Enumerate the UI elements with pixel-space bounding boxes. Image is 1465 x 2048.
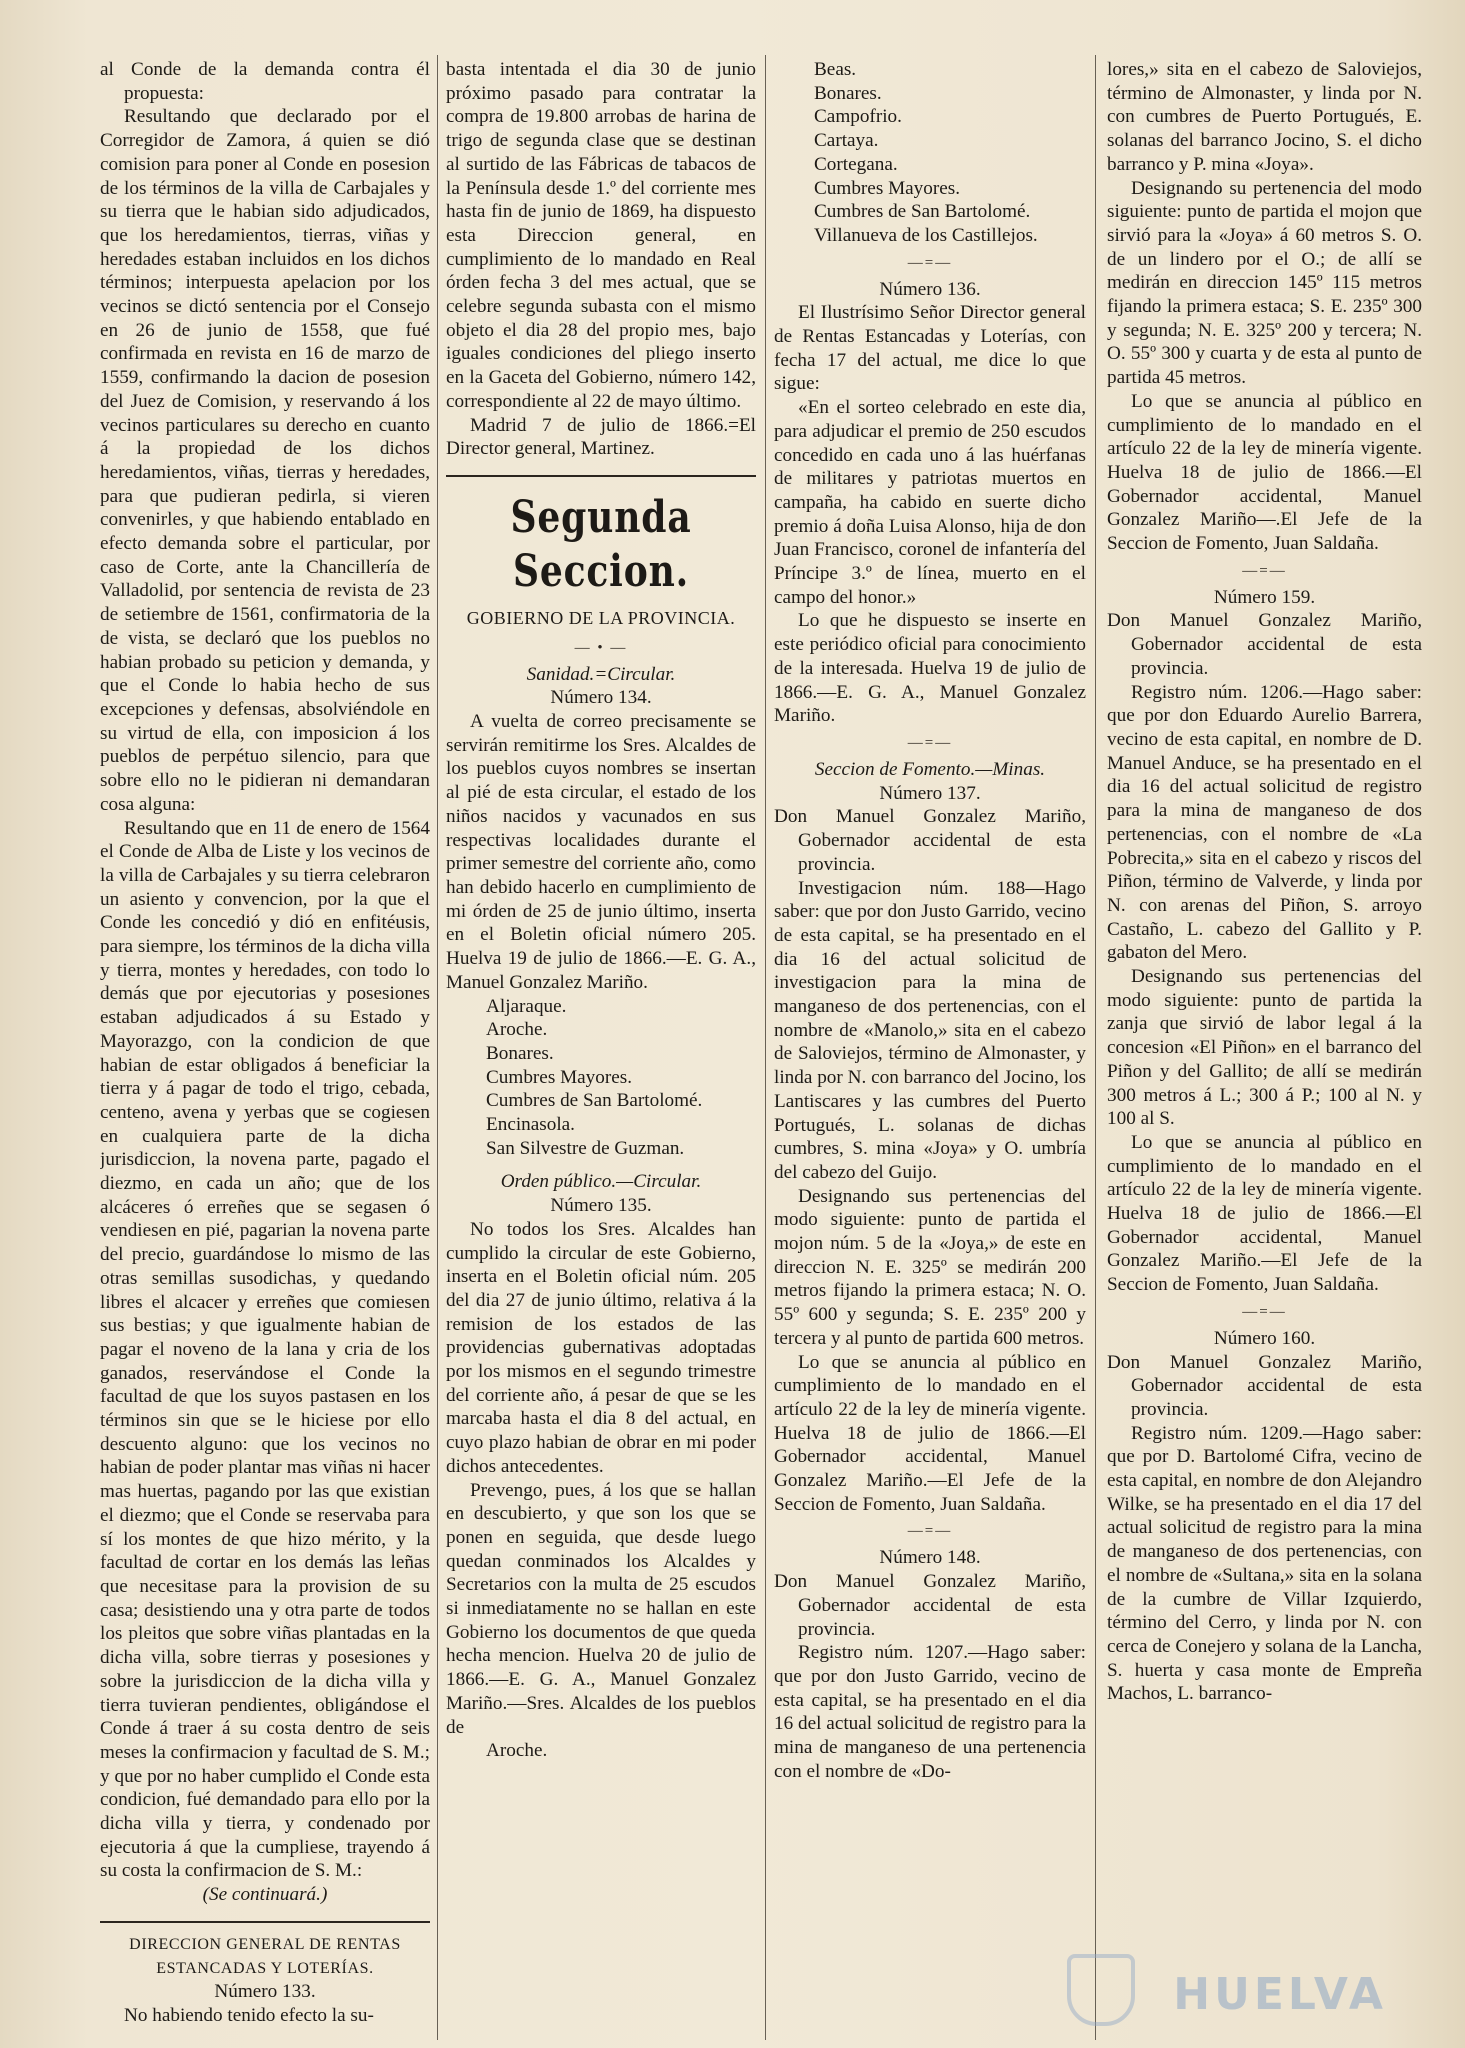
paragraph: Designando sus pertenencias del modo siguiente: punto de partida el mojon núm. 5 de la «Joya,» de este en direccion N. E. 325º se medirán 200 metros fijando la primera estaca; N. O. 55º 600 y segunda; S. E. 235º 200 y tercera y al punto de partida 600 metros. [774, 1185, 1086, 1349]
list-item: Aroche. [486, 1019, 548, 1041]
paragraph: Registro núm. 1206.—Hago saber: que por don Eduardo Aurelio Barrera, vecino de esta capital, en nombre de D. Manuel Anduce, se ha presentado en el dia 16 del actual solicitud de registro para la mina de manganeso de dos pertenencias, con el nombre de «La Pobrecita,» sita en el cabezo y riscos del Piñon, término de Valverde, y linda por N. con arenas del Piñon, S. arroyo Castaño, L. cabezo del Gallito y P. gabaton del Mero. [1107, 681, 1422, 964]
town-list [446, 1739, 756, 1763]
direccion-title: DIRECCION GENERAL DE RENTAS ESTANCADAS Y LOTERÍAS. [129, 1935, 401, 1977]
paragraph: Registro núm. 1207.—Hago saber: que por don Justo Garrido, vecino de esta capital, se ha presentado en el dia 16 del actual solicitud de registro para la mina de manganeso de una pertenencia con el nombre de «Do- [774, 1642, 1086, 1782]
paragraph: Resultando que en 11 de enero de 1564 el Conde de Alba de Liste y los vecinos de la villa de Carbajales y su tierra celebraron un asiento y convencion, por la que el Conde les concedió y dió en enfitéusis, para siempre, los términos de la dicha villa y tierra, montes y heredades, con todo lo demás que por ejecutorias y posesiones estaban adjudicados á su Estado y Mayorazgo, con la condicion de que habian de estar obligados á beneficiar la tierra y á pagar de todo el trigo, cebada, centeno, avena y yerbas que se cogiesen en cualquiera parte de la dicha jurisdiccion, la novena parte, pagado el diezmo, en cada un año; que de los alcáceres ó erreñes que se segasen ó vendiesen en pié, pagarian la novena parte del precio, guardándose lo mismo de las otras semillas susodichas, y quedando libres el alcacer y erreñes que comiesen sus bestias; y que igualmente habian de pagar el noveno de la lana y cria de los ganados, reservándose el Conde la facultad de que los suyos pastasen en los términos sin que se le hiciese por ello descuento alguno: que los vecinos no habian de poder plantar mas viñas ni hacer mas huertas, pagando por las que existian el diezmo; que el Conde se reservaba para sí los montes de que hizo mérito, y la facultad de cortar en los demás las leñas que necesitase para la provision de su casa; desistiendo una y otra parte de todos los pleitos que sobre viñas plantadas en la dicha villa, sobre tierras y posesiones y sobre la jurisdiccion de la dicha villa y tierra tuvieran pendientes, obligándose el Conde á traer á su costa dentro de seis meses la confirmacion y facultad de S. M.; y que por no haber cumplido el Conde esta condicion, fué demandado para ello por la dicha villa y tierra, y condenado por ejecutoria á que la cumpliese, trayendo á su costa la confirmacion de S. M.: [100, 817, 430, 1882]
paragraph: «En el sorteo celebrado en este dia, para adjudicar el premio de 250 escudos concedido en cada uno á las huérfanas de militares y patriotas muertos en campaña, ha cabido en suerte dicho premio á doña Luisa Alonso, hija de don Juan Francisco, coronel de infantería del Príncipe 3.º de línea, muerto en el campo del honor.» [774, 397, 1086, 608]
paragraph: Don Manuel Gonzalez Mariño, Gobernador accidental de esta provincia. [1107, 1351, 1422, 1420]
town-list [774, 58, 1086, 248]
paragraph: Don Manuel Gonzalez Mariño, Gobernador accidental de esta provincia. [774, 806, 1086, 875]
paragraph: al Conde de la demanda contra él propuesta: [100, 59, 430, 104]
paragraph: Lo que se anuncia al público en cumplimiento de lo mandado en el artículo 22 de la ley de minería vigente. Huelva 18 de julio de 1866.—El Gobernador accidental, Manuel Gonzalez Mariño—.El Jefe de la Seccion de Fomento, Juan Saldaña. [1107, 390, 1422, 555]
paragraph: El Ilustrísimo Señor Director general de Rentas Estancadas y Loterías, con fecha 17 del actual, me dice lo que sigue: [774, 302, 1086, 395]
section-rule [100, 1921, 430, 1923]
section-rule [446, 475, 756, 477]
paragraph: Prevengo, pues, á los que se hallan en descubierto, y que son los que se ponen en seguida, que desde luego quedan conminados los Alcaldes y Secretarios con la multa de 25 escudos si inmediatamente no se hallan en este Gobierno los documentos de que queda hecha mencion. Huelva 20 de julio de 1866.—E. G. A., Manuel Gonzalez Mariño.—Sres. Alcaldes de los pueblos de [446, 1479, 756, 1738]
column-rule [1095, 55, 1096, 2040]
paragraph: No todos los Sres. Alcaldes han cumplido la circular de este Gobierno, inserta en el Boletin oficial núm. 205 del dia 27 de junio último, relativa á la remision de los estados de las providencias gubernativas adoptadas por los mismos en el segundo trimestre del corriente año, á pesar de que se les marcaba hasta el dia 8 del actual, en cuyo plazo habian de obrar en mi poder dichos antecedentes. [446, 1218, 756, 1477]
subsection-heading: Sanidad.=Circular. [526, 663, 676, 685]
column-3 [774, 58, 1086, 2033]
list-item: Cumbres de San Bartolomé. [486, 1090, 703, 1112]
paragraph: A vuelta de correo precisamente se servirán remitirme los Sres. Alcaldes de los pueblos cuyos nombres se insertan al pié de esta circular, el estado de los niños nacidos y vacunados en sus respectivas localidades durante el primer semestre del corriente año, como han debido hacerlo en cumplimiento de mi órden de 25 de junio último, inserta en el Boletin oficial número 205. Huelva 19 de julio de 1866.—E. G. A., Manuel Gonzalez Mariño. [446, 711, 756, 993]
subsection-heading: Seccion de Fomento.—Minas. [814, 758, 1046, 780]
paragraph: basta intentada el dia 30 de junio próximo pasado para contratar la compra de 19.800 arrobas de harina de trigo de segunda clase que se destinan al surtido de las Fábricas de tabacos de la Península desde 1.º del corriente mes hasta fin de junio de 1869, ha dispuesto esta Direccion general, en cumplimiento de lo mandado en Real órden fecha 3 del mes actual, que se celebre segunda subasta con el mismo objeto el dia 28 del propio mes, bajo iguales condiciones del pliego inserto en la Gaceta del Gobierno, número 142, correspondiente al 22 de mayo último. [446, 59, 756, 412]
list-item: Villanueva de los Castillejos. [814, 224, 1038, 246]
list-item: San Silvestre de Guzman. [486, 1137, 685, 1159]
list-item: Cumbres de San Bartolomé. [814, 201, 1031, 223]
watermark: HUELVA [1173, 1969, 1387, 2020]
list-item: Aljaraque. [486, 995, 567, 1017]
ornament-divider: —=— [1242, 1303, 1287, 1320]
ornament-divider: —=— [1242, 562, 1287, 579]
section-heading: Segunda Seccion. [510, 491, 692, 597]
gobierno-heading: GOBIERNO DE LA PROVINCIA. [466, 607, 736, 628]
subsection-heading: Orden público.—Circular. [500, 1171, 702, 1193]
continuara-note: (Se continuará.) [202, 1884, 328, 1906]
list-item: Campofrio. [814, 106, 902, 128]
list-item: Bonares. [486, 1042, 554, 1064]
paragraph: Designando su pertenencia del modo siguiente: punto de partida el mojon que sirvió para la «Joya» á 60 metros S. O. de un lindero por el O.; de allí se medirán en direccion 145º 115 metros fijando la primera estaca; S. E. 235º 300 y segunda; N. E. 325º 200 y tercera; N. O. 55º 300 y cuarta y de esta al punto de partida 45 metros. [1107, 177, 1422, 389]
number-heading: Número 134. [550, 687, 652, 709]
paragraph: Madrid 7 de julio de 1866.=El Director general, Martinez. [446, 414, 756, 460]
column-rule [437, 55, 438, 2040]
number-heading: Número 135. [550, 1195, 652, 1217]
number-heading: Número 159. [1213, 586, 1316, 608]
ornament-divider: —=— [907, 254, 953, 271]
ornament-divider: —=— [907, 1523, 953, 1540]
list-item: Cartaya. [814, 130, 879, 152]
column-rule [765, 55, 766, 2040]
number-heading: Número 160. [1213, 1327, 1316, 1349]
list-item: Cumbres Mayores. [486, 1066, 633, 1088]
column-1 [100, 58, 430, 2033]
paragraph: Resultando que declarado por el Corregidor de Zamora, á quien se dió comision para poner al Conde en posesion de los términos de la villa de Carbajales y su tierra que le habian sido adjudicados, que los heredamientos, tierras, viñas y heredades estaban incluidos en los dichos términos; interpuesta apelacion por los vecinos se dictó sentencia por el Consejo en 26 de junio de 1558, que fué confirmada en revista en 16 de marzo de 1559, confirmando la dacion de posesion del Juez de Comision, y reservando á los vecinos particulares su derecho en cuanto á la propiedad de los dichos heredamientos, viñas, tierras y heredades, para que pudieran pedirla, si vieren convenirles, y que habiendo entablado en efecto demanda sobre el particular, por caso de Corte, ante la Chancillería de Valladolid, por sentencia de revista de 23 de setiembre de 1561, confirmatoria de la de vista, se declaró que los pueblos no habian probado su peticion y demanda, y que el Conde lo habia hecho de sus excepciones y defensas, absolviéndole en su virtud de ella, con imposicion á los pueblos de perpétuo silencio, para que sobre ello no le pidieran ni demandaran cosa alguna: [100, 106, 430, 815]
number-heading: Número 137. [879, 782, 981, 804]
paragraph: lores,» sita en el cabezo de Saloviejos, término de Almonaster, y linda por N. con cumbres de Puerto Portugués, E. solanas del barranco Jocino, S. el dicho barranco y P. mina «Joya». [1107, 59, 1422, 175]
paragraph: Registro núm. 1209.—Hago saber: que por D. Bartolomé Cifra, vecino de esta capital, en nombre de don Alejandro Wilke, se ha presentado en el dia 17 del actual solicitud de registro para la mina de manganeso de dos pertenencias, con el nombre de «Sultana,» sita en la solana de la cumbre de Villar Izquierdo, término del Cerro, y linda por N. con cerca de Conejero y solana de la Lancha, S. huerta y casa monte de Empreña Machos, L. barranco- [1107, 1422, 1422, 1705]
list-item: Bonares. [814, 82, 882, 104]
number-heading: Número 148. [879, 1547, 981, 1569]
list-item: Beas. [814, 59, 857, 80]
paragraph: Designando sus pertenencias del modo siguiente: punto de partida la zanja que sirvió de labor legal á la concesion «El Piñon» en el barranco del Piñon y del Gallito; de allí se medirán 300 metros á L.; 300 á P.; 100 al N. y 100 al S. [1107, 966, 1422, 1130]
paragraph: Don Manuel Gonzalez Mariño, Gobernador accidental de esta provincia. [1107, 610, 1422, 679]
paragraph: Don Manuel Gonzalez Mariño, Gobernador accidental de esta provincia. [774, 1571, 1086, 1640]
watermark-seal-icon [1067, 1954, 1135, 2026]
paragraph: No habiendo tenido efecto la su- [124, 2004, 374, 2026]
number-heading: Número 136. [879, 278, 981, 300]
ornament-divider: — • — [574, 639, 628, 656]
paragraph: Lo que se anuncia al público en cumplimiento de lo mandado en el artículo 22 de la ley de minería vigente. Huelva 18 de julio de 1866.—El Gobernador accidental, Manuel Gonzalez Mariño.—El Jefe de la Seccion de Fomento, Juan Saldaña. [1107, 1131, 1422, 1296]
column-4 [1107, 58, 1422, 2033]
list-item: Cumbres Mayores. [814, 177, 961, 199]
list-item: Encinasola. [486, 1114, 575, 1136]
paragraph: Investigacion núm. 188—Hago saber: que por don Justo Garrido, vecino de esta capital, se ha presentado en el dia 16 del actual solicitud de investigacion para la mina de manganeso de dos pertenencias, con el nombre de «Manolo,» sita en el cabezo de Saloviejos, término de Almonaster, y linda por N. con barranco del Jocino, los Lantiscares y las cumbres del Puerto Portugués, L. solanas de dichas cumbres, S. mina «Joya» y O. umbría del cabezo del Guijo. [774, 877, 1086, 1183]
paragraph: Lo que he dispuesto se inserte en este periódico oficial para conocimiento de la interesada. Huelva 19 de julio de 1866.—E. G. A., Manuel Gonzalez Mariño. [774, 610, 1086, 727]
list-item: Aroche. [486, 1740, 548, 1762]
column-2 [446, 58, 756, 2033]
list-item: Cortegana. [814, 153, 898, 175]
number-heading: Número 133. [214, 1981, 316, 2003]
town-list [446, 995, 756, 1161]
ornament-divider: —=— [907, 734, 953, 751]
paragraph: Lo que se anuncia al público en cumplimiento de lo mandado en el artículo 22 de la ley de minería vigente. Huelva 18 de julio de 1866.—El Gobernador accidental, Manuel Gonzalez Mariño.—El Jefe de la Seccion de Fomento, Juan Saldaña. [774, 1351, 1086, 1515]
